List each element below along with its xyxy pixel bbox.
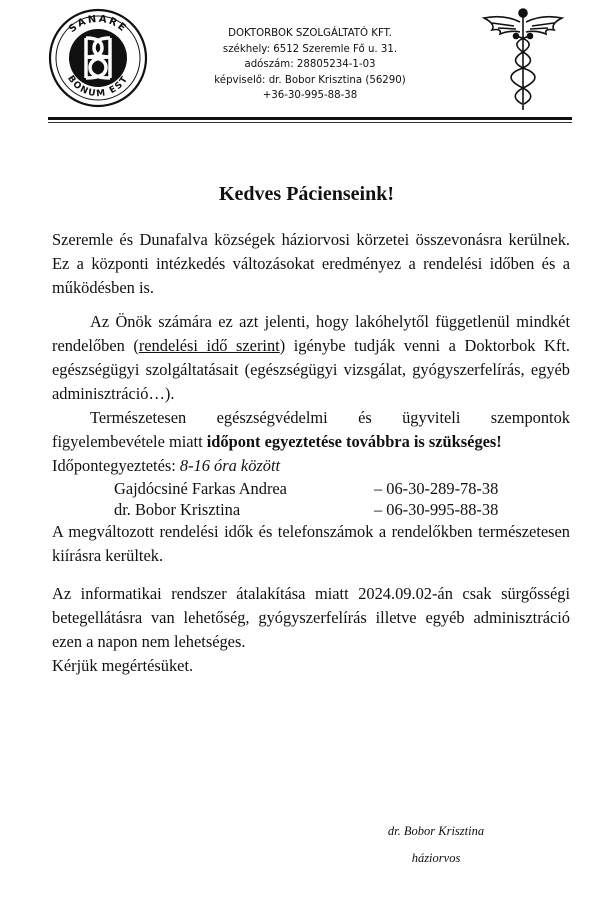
- header-rule-thick: [48, 117, 572, 120]
- company-address: székhely: 6512 Szeremle Fő u. 31.: [222, 43, 398, 55]
- paragraph-it-change: Az informatikai rendszer átalakítása miatt 2024.09.02-án csak sürgősségi betegellátásra van lehetőség, gyógyszerfelírás illetve egyéb adminisztráció ezen a napon nem lehetséges.: [52, 584, 570, 651]
- contact-row: [52, 499, 570, 520]
- caduceus-icon: [478, 6, 568, 114]
- letter-body: [52, 228, 570, 678]
- header-rule-thin: [48, 122, 572, 123]
- company-name: DOKTORBOK SZOLGÁLTATÓ KFT.: [228, 28, 392, 39]
- signature-role: háziorvos: [411, 851, 461, 865]
- company-tax-number: adószám: 28805234-1-03: [244, 59, 376, 71]
- paragraph-appointment-required: Természetesen egészségvédelmi és ügyviteli szempontok figyelembevétele miatt időpont egyeztetése továbbra is szükséges!: [52, 408, 570, 451]
- signature-block: [356, 818, 516, 872]
- appointment-hours: 8-16 óra között: [179, 456, 281, 475]
- contact-row: [52, 478, 570, 499]
- contact-name: Gajdócsiné Farkas Andrea: [114, 479, 287, 498]
- letter-title: Kedves Pácienseink!: [219, 183, 394, 205]
- paragraph-service: Az Önök számára ez azt jelenti, hogy lakóhelytől függetlenül mindkét rendelőben (rendelési idő szerint) igénybe tudják venni a Doktorbok Kft. egészségügyi szolgáltatásait (egészségügyi vizsgálat, gyógyszerfelírás, egyéb adminisztráció…).: [52, 312, 570, 403]
- contact-phone: – 06-30-289-78-38: [374, 479, 499, 498]
- company-logo: [48, 8, 148, 108]
- paragraph-posted-notice: A megváltozott rendelési idők és telefonszámok a rendelőkben természetesen kiírásra kerültek.: [52, 522, 570, 565]
- contact-phone: – 06-30-995-88-38: [374, 500, 499, 519]
- logo-ring-bottom: BONUM EST: [65, 73, 131, 100]
- company-representative: képviselő: dr. Bobor Krisztina (56290): [214, 74, 406, 86]
- bold-phrase: időpont egyeztetése továbbra is szükséges!: [206, 432, 502, 451]
- contact-name: dr. Bobor Krisztina: [114, 500, 241, 519]
- underlined-phrase: rendelési idő szerint: [138, 336, 280, 355]
- company-info: [185, 26, 435, 104]
- letterhead: [0, 0, 613, 130]
- paragraph-merger: Szeremle és Dunafalva községek háziorvosi körzetei összevonásra kerülnek. Ez a központi intézkedés változásokat eredményez a rendelési időben és a működésben is.: [52, 230, 570, 297]
- signature-name: dr. Bobor Krisztina: [387, 824, 485, 838]
- company-phone: +36-30-995-88-38: [262, 90, 358, 102]
- appointment-label: Időpontegyeztetés:: [52, 456, 180, 475]
- logo-ring-top: SANARE: [66, 13, 130, 36]
- paragraph-thanks: Kérjük megértésüket.: [52, 656, 194, 675]
- appointment-line: [52, 454, 570, 478]
